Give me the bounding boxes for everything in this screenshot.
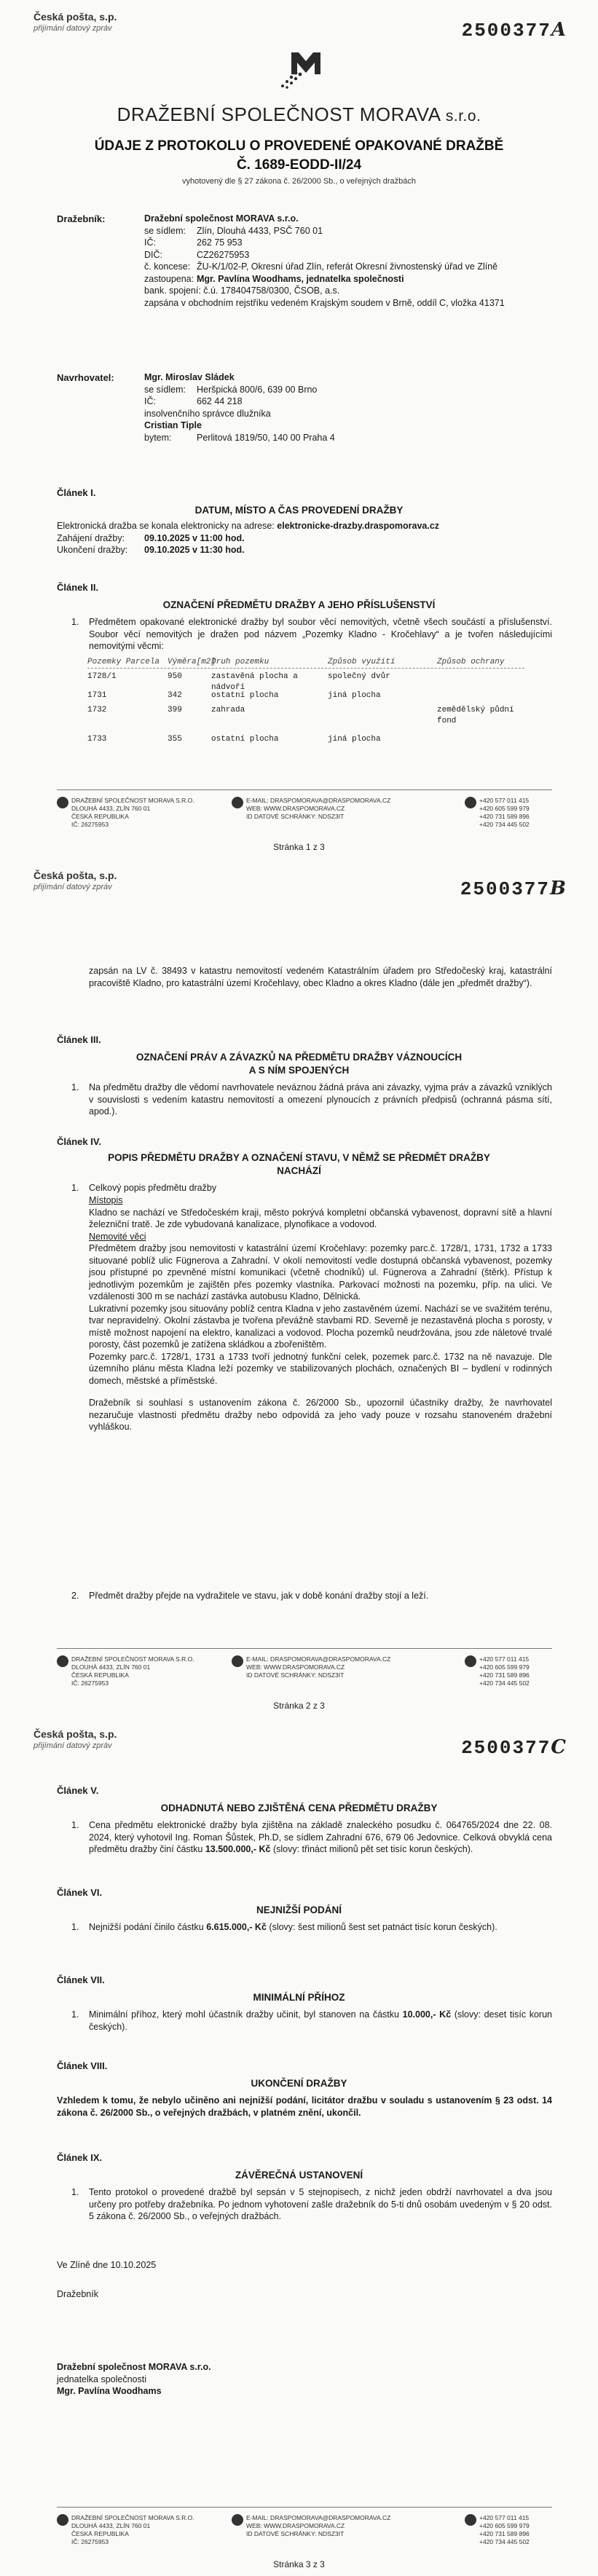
clanek-9-text: Tento protokol o provedené dražbě byl sepsán v 5 stejnopisech, z nichž jeden obdrží navrhovatel a dva jsou určeny pro potřeby dražebníka. Po jednom vyhotovení zašle dražebník do 5-ti dnů osobám uvedeným v § 20 odst. 5 zákona č. 26/2000 Sb., o veřejných dražbách. — [89, 2187, 552, 2221]
document-title: ÚDAJE Z PROTOKOLU O PROVEDENÉ OPAKOVANÉ DRAŽBĚ — [94, 138, 504, 154]
clanek-8-label: Článek VIII. — [57, 2060, 108, 2071]
navrhovatel-block: Mgr. Miroslav Sládek se sídlem: Heršpická 800/6, 639 00 Brno IČ: 662 44 218 insolvenčního správce dlužníka Cristian Tiple bytem: Perlitová 1819/50, 140 00 Praha 4 — [144, 371, 552, 444]
clanek-4-item-2: Předmět dražby přejde na vydražitele ve stavu, jak v době konání dražby stojí a leží. — [89, 1591, 429, 1601]
clanek-4-item-1: Celkový popis předmětu dražby — [89, 1183, 217, 1193]
clanek-7-text: Minimální příhoz, který mohl účastník dražby učinit, byl stanoven na částku 10.000,- Kč (slovy: deset tisíc korun českých). — [89, 2009, 552, 2032]
company-name: DRAŽEBNÍ SPOLEČNOST MORAVA s.r.o. — [117, 103, 481, 125]
table-row: 1732 399 zahrada zemědělský půdní fond — [87, 706, 514, 725]
clanek-6-title: NEJNIŽŠÍ PODÁNÍ — [256, 1905, 342, 1915]
footer: DRAŽEBNÍ SPOLEČNOST MORAVA S.R.O. DLOUHÁ 4433, ZLÍN 760 01 ČESKÁ REPUBLIKA IČ: 26275953 E-MAIL: DRASPOMORAVA@DRASPOMORAVA.CZ WEB: WWW.DRASPOMORAVA.CZ ID DATOVÉ SCHRÁNKY: NDSZ3IT +420 577 011 415 +420 605 599 979 +420 731 589 896 +420 734 445 502 — [57, 797, 552, 840]
post-stamp: Česká pošta, s.p. — [34, 1728, 117, 1740]
footer-divider — [57, 2507, 552, 2508]
clanek-2-label: Článek II. — [57, 582, 99, 593]
clanek-5-text: Cena předmětu elektronické dražby byla zjištěna na základě znaleckého posudku č. 064765/2024 dne 22. 08. 2024, který vyhotovil Ing. Roman Šůstek, Ph.D, se sídlem Zahradní 676, 679 06 Jedovnice. Celková obvyklá cena předmětu dražby činí částku 13.500.000,- Kč (slovy: třináct milionů pět set tisíc korun českých). — [89, 1820, 552, 1854]
drazebnik-label: Dražebník: — [57, 213, 106, 224]
clanek-1-title: DATUM, MÍSTO A ČAS PROVEDENÍ DRAŽBY — [194, 505, 404, 516]
signature-block: Dražební společnost MORAVA s.r.o. jednatelka společnosti Mgr. Pavlína Woodhams — [57, 2362, 211, 2396]
page-1: Česká pošta, s.p. přijímání datový zpráv 2500377A DRAŽEBNÍ SPOLEČNOST MORAVA s.r.o. ÚDAJE Z PROTOKOLU O PROVEDENÉ OPAKOVANÉ DRAŽBĚ Č. 1689-EODD-II/24 vyhotovený dle § 27 zákona č. 26/2000 Sb., o veřejných dražbách Dražebník: Dražební společnost MORAVA s.r.o. se sídlem: Zlín, Dlouhá 4433, PSČ 760 01 IČ: 262 75 953 DIČ: CZ26275953 č. koncese: ŽU-K/1/02-P, Okresní úřad Zlín, referát Okresní živnostenský úřad ve Zlíně zastoupena: Mgr. Pavlína Woodhams, jednatelka společnosti bank. spojení: č.ú. 178404758/0300, ČSOB, a.s. zapsána v obchodním rejstříku vedeném Krajským soudem v Brně, oddíl C, vložka 41371 Navrhovatel: Mgr. Miroslav Sládek se sídlem: Heršpická 800/6, 639 00 Brno IČ: 662 44 218 insolvenčního správce dlužníka Cristian Tiple bytem: Perlitová 1819/50, 140 00 Praha 4 Článek I. DATUM, MÍSTO A ČAS PROVEDENÍ DRAŽBY Elektronická dražba se konala elektronicky na adrese: elektronicke-drazby.draspomorava.cz Zahájení dražby: 09.10.2025 v 11:00 hod. Ukončení dražby: 09.10.2025 v 11:30 hod. Článek II. OZNAČENÍ PŘEDMĚTU DRAŽBY A JEHO PŘÍSLUŠENSTVÍ 1. Předmětem opakované elektronické dražby byl soubor věcí nemovitých, včetně všech součástí a příslušenství. Soubor věcí nemovitých je dražen pod názvem „Pozemky Kladno - Kročehlavy“ a je tvořen následujícími nemovitými věcmi: Pozemky Parcela Výměra[m2] Druh pozemku Způsob využití Způsob ochrany 1728/1 950 zastavěná plocha a nádvoří společný dvůr 1731 342 ostatní plocha jiná plocha 1732 399 zahrada zemědělský půdní fond 1733 355 ostatní plocha jiná plocha DRAŽEBNÍ SPOLEČNOST MORAVA S.R.O. DLOUHÁ 4433, ZLÍN 760 01 ČESKÁ REPUBLIKA IČ: 26275953 E-MAIL: DRASPOMORAVA@DRASPOMORAVA.CZ WEB: WWW.DRASPOMORAVA.CZ ID DATOVÉ SCHRÁNKY: NDSZ3IT +420 577 011 415 +420 605 599 979 +420 731 589 896 +420 734 445 502 Stránka 1 z 3 — [0, 0, 598, 859]
register-info: zapsána v obchodním rejstříku vedeném Krajským soudem v Brně, oddíl C, vložka 41371 — [144, 297, 505, 308]
drazebnik-block: Dražební společnost MORAVA s.r.o. se sídlem: Zlín, Dlouhá 4433, PSČ 760 01 IČ: 262 75 953 DIČ: CZ26275953 č. koncese: ŽU-K/1/02-P, Okresní úřad Zlín, referát Okresní živnostenský úřad ve Zlíně zastoupena: Mgr. Pavlína Woodhams, jednatelka společnosti bank. spojení: č.ú. 178404758/0300, ČSOB, a.s. zapsána v obchodním rejstříku vedeném Krajským soudem v Brně, oddíl C, vložka 41371 — [144, 213, 552, 309]
document-subtitle: vyhotovený dle § 27 zákona č. 26/2000 Sb., o veřejných dražbách — [181, 177, 417, 186]
table-row: 1731 342 ostatní plocha jiná plocha — [87, 691, 381, 700]
email-icon — [232, 797, 243, 808]
clanek-1-label: Článek I. — [57, 487, 96, 498]
clanek-2-text: Předmětem opakované elektronické dražby byl soubor věcí nemovitých, včetně všech součástí a příslušenství. Soubor věcí nemovitých je dražen pod názvem „Pozemky Kladno - Kročehlavy“ a je tvořen následujícími nemovitými věcmi: — [89, 617, 552, 651]
parcel-table — [87, 657, 524, 749]
company-mark-icon — [57, 797, 68, 808]
post-stamp-sub: přijímání datový zpráv — [34, 24, 112, 33]
post-stamp: Česká pošta, s.p. — [34, 870, 117, 881]
footer-divider — [57, 789, 552, 790]
clanek-7-label: Článek VII. — [57, 1974, 105, 1985]
parcel-registration: zapsán na LV č. 38493 v katastru nemovitostí vedeném Katastrálním úřadem pro Středočeský kraj, katastrální pracoviště Kladno, pro katastrální území Kročehlavy, obec Kladno a okres Kladno (dále jen „předmět dražby“). — [89, 966, 552, 988]
footer-divider — [57, 1648, 552, 1649]
table-row: 1733 355 ostatní plocha jiná plocha — [87, 735, 381, 744]
company-logo-icon — [277, 45, 325, 93]
clanek-7-title: MINIMÁLNÍ PŘÍHOZ — [253, 1992, 345, 2003]
clanek-9-label: Článek IX. — [57, 2152, 103, 2163]
document-number: Č. 1689-EODD-II/24 — [236, 157, 362, 173]
post-stamp-sub: přijímání datový zpráv — [34, 1741, 112, 1750]
clanek-8-text: Vzhledem k tomu, že nebylo učiněno ani nejnižší podání, licitátor dražbu v souladu s ustanovením § 23 odst. 14 zákona č. 26/2000 Sb., o veřejných dražbách, v platném znění, ukončil. — [57, 2095, 552, 2118]
clanek-5-label: Článek V. — [57, 1785, 99, 1796]
reference-number: 2500377C — [461, 1736, 567, 1759]
navrhovatel-name: Mgr. Miroslav Sládek — [144, 372, 235, 382]
bank-info: bank. spojení: č.ú. 178404758/0300, ČSOB, a.s. — [144, 285, 340, 296]
clanek-2-title: OZNAČENÍ PŘEDMĚTU DRAŽBY A JEHO PŘÍSLUŠENSTVÍ — [162, 599, 436, 610]
phone-icon — [465, 797, 476, 808]
company-mark-icon — [57, 2514, 68, 2526]
table-row: 1728/1 950 zastavěná plocha a nádvoří společný dvůr — [87, 672, 390, 692]
company-mark-icon — [57, 1655, 68, 1667]
email-icon — [232, 2514, 243, 2526]
page-3: Česká pošta, s.p. přijímání datový zpráv 2500377C Článek V. ODHADNUTÁ NEBO ZJIŠTĚNÁ CENA PŘEDMĚTU DRAŽBY 1. Cena předmětu elektronické dražby byla zjištěna na základě znaleckého posudku č. 064765/2024 dne 22. 08. 2024, který vyhotovil Ing. Roman Šůstek, Ph.D, se sídlem Zahradní 676, 679 06 Jedovnice. Celková obvyklá cena předmětu dražby činí částku 13.500.000,- Kč (slovy: třináct milionů pět set tisíc korun českých). Článek VI. NEJNIŽŠÍ PODÁNÍ 1. Nejnižší podání činilo částku 6.615.000,- Kč (slovy: šest milionů šest set patnáct tisíc korun českých). Článek VII. MINIMÁLNÍ PŘÍHOZ 1. Minimální příhoz, který mohl účastník dražby učinit, byl stanoven na částku 10.000,- Kč (slovy: deset tisíc korun českých). Článek VIII. UKONČENÍ DRAŽBY Vzhledem k tomu, že nebylo učiněno ani nejnižší podání, licitátor dražbu v souladu s ustanovením § 23 odst. 14 zákona č. 26/2000 Sb., o veřejných dražbách, v platném znění, ukončil. Článek IX. ZÁVĚREČNÁ USTANOVENÍ 1. Tento protokol o provedené dražbě byl sepsán v 5 stejnopisech, z nichž jeden obdrží navrhovatel a dva jsou určeny pro potřeby dražebníka. Po jednom vyhotovení zašle dražebník do 5-ti dnů osobám uvedeným v § 20 odst. 5 zákona č. 26/2000 Sb., o veřejných dražbách. Ve Zlíně dne 10.10.2025 Dražebník Dražební společnost MORAVA s.r.o. jednatelka společnosti Mgr. Pavlína Woodhams DRAŽEBNÍ SPOLEČNOST MORAVA S.R.O. DLOUHÁ 4433, ZLÍN 760 01 ČESKÁ REPUBLIKA IČ: 26275953 E-MAIL: DRASPOMORAVA@DRASPOMORAVA.CZ WEB: WWW.DRASPOMORAVA.CZ ID DATOVÉ SCHRÁNKY: NDSZ3IT +420 577 011 415 +420 605 599 979 +420 731 589 896 +420 734 445 502 Stránka 3 z 3 — [0, 1717, 598, 2576]
clanek-4-title: POPIS PŘEDMĚTU DRAŽBY A OZNAČENÍ STAVU, V NĚMŽ SE PŘEDMĚT DRAŽBY — [108, 1152, 490, 1163]
page-number: Stránka 2 z 3 — [273, 1701, 325, 1711]
place-date: Ve Zlíně dne 10.10.2025 — [57, 2260, 157, 2270]
reference-number: 2500377B — [460, 878, 567, 900]
clanek-4-label: Článek IV. — [57, 1136, 101, 1147]
signer-role: Dražebník — [57, 2289, 98, 2299]
clanek-5-title: ODHADNUTÁ NEBO ZJIŠTĚNÁ CENA PŘEDMĚTU DRAŽBY — [160, 1803, 438, 1813]
footer: DRAŽEBNÍ SPOLEČNOST MORAVA S.R.O. DLOUHÁ 4433, ZLÍN 760 01 ČESKÁ REPUBLIKA IČ: 26275953 E-MAIL: DRASPOMORAVA@DRASPOMORAVA.CZ WEB: WWW.DRASPOMORAVA.CZ ID DATOVÉ SCHRÁNKY: NDSZ3IT +420 577 011 415 +420 605 599 979 +420 731 589 896 +420 734 445 502 — [57, 2514, 552, 2558]
clanek-3-label: Článek III. — [57, 1034, 101, 1045]
debtor-name: Cristian Tiple — [144, 420, 202, 430]
post-stamp-sub: přijímání datový zpráv — [34, 883, 112, 891]
email-icon — [232, 1655, 243, 1667]
phone-icon — [465, 1655, 476, 1667]
clanek-6-text: Nejnižší podání činilo částku 6.615.000,- Kč (slovy: šest milionů šest set patnáct tisíc korun českých). — [89, 1922, 497, 1932]
reference-number: 2500377A — [461, 19, 567, 42]
navrhovatel-label: Navrhovatel: — [57, 372, 114, 383]
clanek-9-title: ZÁVĚREČNÁ USTANOVENÍ — [235, 2170, 363, 2181]
drazebnik-name: Dražební společnost MORAVA s.r.o. — [144, 213, 299, 224]
clanek-4-body: Místopis Kladno se nachází ve Středočeském kraji, město pokrývá kompletní občanská vybavenost, dopravní sítě a hlavní železniční tratě. Je zde vybudovaná kanalizace, plynofikace a vodovod. Nemovité věci Předmětem dražby jsou nemovitosti v katastrální území Kročehlavy: pozemky parc.č. 1728/1, 1731, 1732 a 1733 situované poblíž ulic Fügnerova a Zahradní. V okolí nemovitostí vedle dostupná občanská vybavenost, pozemky jsou přístupné po zpevněné místní komunikaci (včetně chodníků) ul. Fügnerova a Zahradní (štěrk). Přístup k jednotlivým pozemkům je zajištěn přes pozemky vlastníka. Parkovací možnosti na pozemku, příp. na ulici. Ve vzdálenosti 300 m se nachází zastávka autobusu Kladno, Dělnická. Lukrativní pozemky jsou situovány poblíž centra Kladna v jeho zastavěném území. Nachází se ve svažitém terénu, tvar nepravidelný. Okolní zástavba je tvořena převážně stavbami RD. Severně je nezastavěná plocha s porosty, v místě možnost napojení na elektro, kanalizaci a vodovod. Plocha pozemků neudržována, jsou zde náletové trvalé porosty, část pozemků je zatížena skládkou a zbořeništěm. Pozemky parc.č. 1728/1, 1731 a 1733 tvoří jednotný funkční celek, pozemek parc.č. 1732 na ně navazuje. Dle územního plánu města Kladna leží pozemky ve stabilizovaných plochách, označených BI – bydlení v rodinných domech, městské a příměstské. Dražebník si souhlasí s ustanovením zákona č. 26/2000 Sb., upozornil účastníky dražby, že navrhovatel nezaručuje vlastnosti předmětu dražby nebo odpovídá za jeho vady pouze v rozsahu stanoveném dražební vyhláškou. — [89, 1195, 552, 1432]
page-number: Stránka 1 z 3 — [273, 842, 325, 852]
clanek-6-label: Článek VI. — [57, 1887, 103, 1898]
clanek-3-title: OZNAČENÍ PRÁV A ZÁVAZKŮ NA PŘEDMĚTU DRAŽBY VÁZNOUCÍCH — [135, 1052, 463, 1063]
post-stamp: Česká pošta, s.p. — [34, 11, 117, 23]
clanek-8-title: UKONČENÍ DRAŽBY — [251, 2078, 347, 2089]
clanek-1-text: Elektronická dražba se konala elektronicky na adrese: elektronicke-drazby.draspomorava.cz Zahájení dražby: 09.10.2025 v 11:00 hod. Ukončení dražby: 09.10.2025 v 11:30 hod. — [57, 521, 440, 555]
table-header: Pozemky Parcela Výměra[m2] Druh pozemku Způsob využití Způsob ochrany — [87, 657, 524, 669]
page-number: Stránka 3 z 3 — [273, 2559, 325, 2569]
page-2: Česká pošta, s.p. přijímání datový zpráv 2500377B zapsán na LV č. 38493 v katastru nemovitostí vedeném Katastrálním úřadem pro Středočeský kraj, katastrální pracoviště Kladno, pro katastrální území Kročehlavy, obec Kladno a okres Kladno (dále jen „předmět dražby“). Článek III. OZNAČENÍ PRÁV A ZÁVAZKŮ NA PŘEDMĚTU DRAŽBY VÁZNOUCÍCH A S NÍM SPOJENÝCH 1. Na předmětu dražby dle vědomí navrhovatele neváznou žádná práva ani závazky, vyjma práv a závazků vzniklých v souvislosti s vedením katastru nemovitostí a omezení plynoucích z právních předpisů (ochranná pásma sítí, apod.). Článek IV. POPIS PŘEDMĚTU DRAŽBY A OZNAČENÍ STAVU, V NĚMŽ SE PŘEDMĚT DRAŽBY NACHÁZÍ 1. Celkový popis předmětu dražby Místopis Kladno se nachází ve Středočeském kraji, město pokrývá kompletní občanská vybavenost, dopravní sítě a hlavní železniční tratě. Je zde vybudovaná kanalizace, plynofikace a vodovod. Nemovité věci Předmětem dražby jsou nemovitosti v katastrální území Kročehlavy: pozemky parc.č. 1728/1, 1731, 1732 a 1733 situované poblíž ulic Fügnerova a Zahradní. V okolí nemovitostí vedle dostupná občanská vybavenost, pozemky jsou přístupné po zpevněné místní komunikaci (včetně chodníků) ul. Fügnerova a Zahradní (štěrk). Přístup k jednotlivým pozemkům je zajištěn přes pozemky vlastníka. Parkovací možnosti na pozemku, příp. na ulici. Ve vzdálenosti 300 m se nachází zastávka autobusu Kladno, Dělnická. Lukrativní pozemky jsou situovány poblíž centra Kladna v jeho zastavěném území. Nachází se ve svažitém terénu, tvar nepravidelný. Okolní zástavba je tvořena převážně stavbami RD. Severně je nezastavěná plocha s porosty, v místě možnost napojení na elektro, kanalizaci a vodovod. Plocha pozemků neudržována, jsou zde náletové trvalé porosty, část pozemků je zatížena skládkou a zbořeništěm. Pozemky parc.č. 1728/1, 1731 a 1733 tvoří jednotný funkční celek, pozemek parc.č. 1732 na ně navazuje. Dle územního plánu města Kladna leží pozemky ve stabilizovaných plochách, označených BI – bydlení v rodinných domech, městské a příměstské. Dražebník si souhlasí s ustanovením zákona č. 26/2000 Sb., upozornil účastníky dražby, že navrhovatel nezaručuje vlastnosti předmětu dražby nebo odpovídá za jeho vady pouze v rozsahu stanoveném dražební vyhláškou. 2. Předmět dražby přejde na vydražitele ve stavu, jak v době konání dražby stojí a leží. DRAŽEBNÍ SPOLEČNOST MORAVA S.R.O. DLOUHÁ 4433, ZLÍN 760 01 ČESKÁ REPUBLIKA IČ: 26275953 E-MAIL: DRASPOMORAVA@DRASPOMORAVA.CZ WEB: WWW.DRASPOMORAVA.CZ ID DATOVÉ SCHRÁNKY: NDSZ3IT +420 577 011 415 +420 605 599 979 +420 731 589 896 +420 734 445 502 Stránka 2 z 3 — [0, 859, 598, 1717]
clanek-3-text: Na předmětu dražby dle vědomí navrhovatele neváznou žádná práva ani závazky, vyjma práv a závazků vzniklých v souvislosti s vedením katastru nemovitostí a omezení plynoucích z právních předpisů (ochranná pásma sítí, apod.). — [89, 1082, 552, 1116]
phone-icon — [465, 2514, 476, 2526]
footer: DRAŽEBNÍ SPOLEČNOST MORAVA S.R.O. DLOUHÁ 4433, ZLÍN 760 01 ČESKÁ REPUBLIKA IČ: 26275953 E-MAIL: DRASPOMORAVA@DRASPOMORAVA.CZ WEB: WWW.DRASPOMORAVA.CZ ID DATOVÉ SCHRÁNKY: NDSZ3IT +420 577 011 415 +420 605 599 979 +420 731 589 896 +420 734 445 502 — [57, 1655, 552, 1699]
